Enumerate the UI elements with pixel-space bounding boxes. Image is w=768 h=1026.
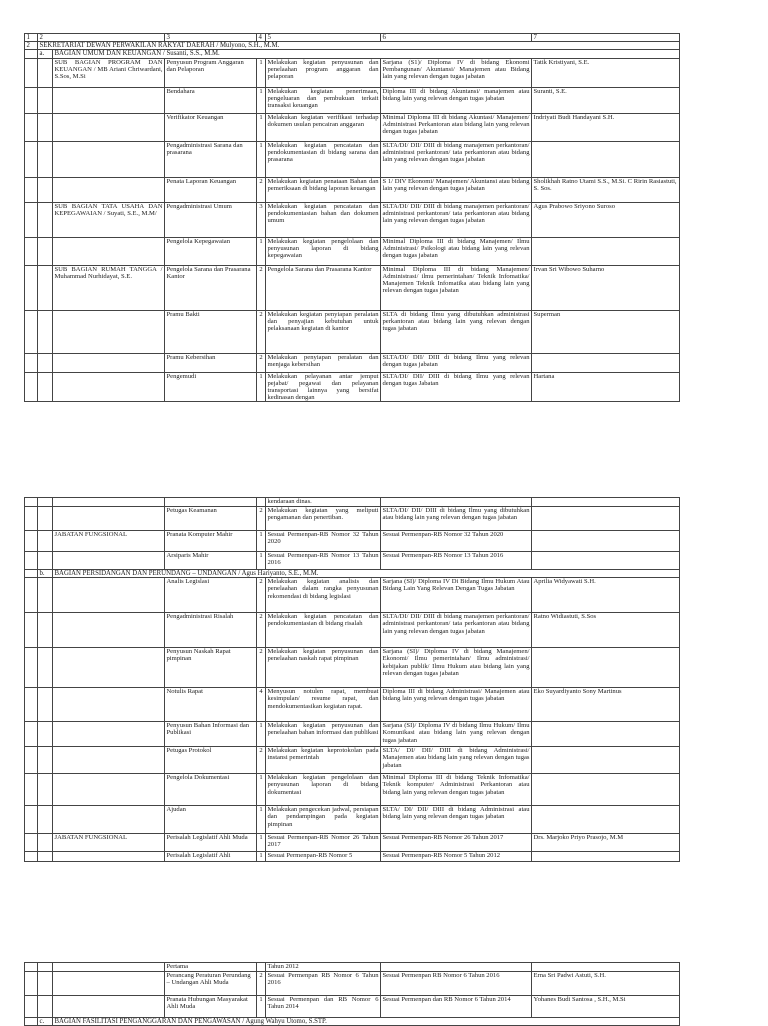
unit-cell	[53, 648, 165, 688]
kualifikasi-cell: SLTA/DI/ DII/ DIII di bidang Ilmu yang dibutuhkan atau bidang lain yang relevan dengan tugas jabatan	[381, 507, 532, 531]
empty-cell	[38, 972, 53, 996]
table-row	[25, 372, 680, 402]
empty-cell	[25, 570, 38, 578]
band2-rows-bottom	[25, 578, 680, 862]
nama-cell	[532, 963, 680, 972]
nama-cell	[532, 531, 680, 552]
table-row	[25, 648, 680, 688]
empty-cell	[25, 353, 38, 372]
unit-cell: SUB BAGIAN RUMAH TANGGA / Muhammad Nurhidayat, S.E.	[53, 265, 165, 310]
empty-cell	[38, 498, 53, 507]
kualifikasi-cell: SLTA/DI/ DII/ DIII di bidang Ilmu yang relevan dengan tugas Jabatan	[381, 372, 532, 402]
qty-cell: 2	[257, 265, 266, 310]
uraian-cell: Sesuai Permenpan-RB Nomor 26 Tahun 2017	[266, 834, 381, 852]
uraian-cell: Melakukan kegiatan analisis dan penelaahan dalam rangka penyusunan rekomendasi di bidang legislasi	[266, 578, 381, 613]
empty-cell	[38, 237, 53, 265]
qty-cell: 2	[257, 747, 266, 774]
nama-cell: Hartana	[532, 372, 680, 402]
kualifikasi-cell: Minimal Diploma III di bidang Teknik Infomatika/ Teknik komputer/ Administrasi Perkantoran atau bidang lain yang relevan dengan tugas jabatan	[381, 774, 532, 806]
qty-cell: 1	[257, 852, 266, 862]
subsection-number: b.	[38, 570, 53, 578]
unit-cell	[53, 963, 165, 972]
uraian-cell: Melakukan kegiatan penyusunan dan penelaahan program anggaran dan pelaporan	[266, 58, 381, 87]
empty-cell	[38, 113, 53, 141]
nama-cell: Eko Suyardiyanto Sony Martinus	[532, 688, 680, 722]
empty-cell	[25, 237, 38, 265]
table-2	[24, 497, 680, 862]
empty-cell	[25, 141, 38, 177]
subsection-row	[25, 1018, 680, 1026]
qty-cell: 4	[257, 688, 266, 722]
header-cell: 1	[25, 34, 38, 42]
jabatan-cell: Petugas Keamanan	[165, 507, 257, 531]
header-cell: 4	[257, 34, 266, 42]
jabatan-cell: Pranata Hubungan Masyarakat Ahli Muda	[165, 996, 257, 1018]
nama-cell: Superman	[532, 310, 680, 353]
table-band-1	[24, 33, 679, 402]
empty-cell	[25, 310, 38, 353]
kualifikasi-cell: Sesuai Permenpan-RB Nomor 13 Tahun 2016	[381, 552, 532, 570]
nama-cell: Suranti, S.E.	[532, 87, 680, 113]
qty-cell: 1	[257, 58, 266, 87]
table-row	[25, 237, 680, 265]
uraian-cell: Melakukan kegiatan penyusunan dan penelaahan bahan informasi dan publikasi	[266, 722, 381, 747]
empty-cell	[25, 648, 38, 688]
uraian-cell: Melakukan kegiatan penataan Bahan dan pemeriksaan di bidang laporan keuangan	[266, 177, 381, 202]
kualifikasi-cell: SLTA/DI/ DII/ DIII di bidang manajemen perkantoran/ administrasi perkantoran/ tata perkantoran atau bidang lain yang relevan dengan tugas jabatan	[381, 141, 532, 177]
table-row	[25, 852, 680, 862]
qty-cell: 2	[257, 507, 266, 531]
qty-cell: 1	[257, 531, 266, 552]
unit-cell: SUB BAGIAN TATA USAHA DAN KEPEGAWAIAN / Suyati, S.E., M.M/	[53, 202, 165, 237]
unit-cell	[53, 852, 165, 862]
kualifikasi-cell: SLTA/DI/ DII/ DIII di bidang Ilmu yang relevan dengan tugas jabatan	[381, 353, 532, 372]
qty-cell: 1	[257, 141, 266, 177]
uraian-cell: Melakukan penyiapan peralatan dan menjaga kebersihan	[266, 353, 381, 372]
jabatan-cell: Perisalah Legislatif Ahli	[165, 852, 257, 862]
table-row	[25, 578, 680, 613]
nama-cell	[532, 774, 680, 806]
jabatan-cell: Penyusun Bahan Informasi dan Publikasi	[165, 722, 257, 747]
band2-rows-top	[25, 498, 680, 570]
empty-cell	[38, 852, 53, 862]
uraian-cell: Melakukan kegiatan pencatatan dan pendokumentasian bahan dan dokumen umum	[266, 202, 381, 237]
jabatan-cell: Pertama	[165, 963, 257, 972]
qty-cell: 1	[257, 552, 266, 570]
nama-cell: Yohanes Budi Santosa , S.H., M.Si	[532, 996, 680, 1018]
empty-cell	[25, 552, 38, 570]
empty-cell	[38, 58, 53, 87]
table-row	[25, 688, 680, 722]
section-number: 2	[25, 42, 38, 50]
nama-cell	[532, 353, 680, 372]
nama-cell: Ratno Widiastuti, S.Sos	[532, 613, 680, 648]
uraian-cell: Melakukan kegiatan yang meliputi pengamanan dan penertiban.	[266, 507, 381, 531]
empty-cell	[25, 774, 38, 806]
table-row	[25, 996, 680, 1018]
empty-cell	[38, 353, 53, 372]
nama-cell: Sholikhah Ratno Utami S.S., M.Si. C Ririn Rasiastuti, S. Sos.	[532, 177, 680, 202]
kualifikasi-cell: Sarjana (SI)/ Diploma IV Di Bidang Ilmu Hukum Atau Bidang Lain Yang Relevan Dengan Tugas Jabatan	[381, 578, 532, 613]
qty-cell: 1	[257, 806, 266, 834]
nama-cell	[532, 806, 680, 834]
nama-cell: Erna Sri Padwi Astuti, S.H.	[532, 972, 680, 996]
kualifikasi-cell	[381, 498, 532, 507]
subsection-title: BAGIAN UMUM DAN KEUANGAN / Susanti, S.S., M.M.	[53, 50, 680, 58]
qty-cell: 1	[257, 237, 266, 265]
jabatan-cell: Notulis Rapat	[165, 688, 257, 722]
unit-cell	[53, 113, 165, 141]
qty-cell: 2	[257, 972, 266, 996]
header-cell: 3	[165, 34, 257, 42]
uraian-cell: Melakukan kegiatan penyiapan peralatan dan penyajian kebutuhan untuk pelaksanaan kegiatan di kantor	[266, 310, 381, 353]
nama-cell	[532, 747, 680, 774]
empty-cell	[25, 996, 38, 1018]
empty-cell	[25, 177, 38, 202]
jabatan-cell: Pengemudi	[165, 372, 257, 402]
empty-cell	[25, 507, 38, 531]
empty-cell	[38, 372, 53, 402]
empty-cell	[25, 578, 38, 613]
table-row	[25, 58, 680, 87]
unit-cell	[53, 806, 165, 834]
table-row	[25, 265, 680, 310]
unit-cell	[53, 747, 165, 774]
uraian-cell: Melakukan kegiatan pencatatan dan pendokumentasian di bidang sarana dan prasarana	[266, 141, 381, 177]
nama-cell	[532, 141, 680, 177]
table-row	[25, 806, 680, 834]
kualifikasi-cell: Minimal Diploma III di bidang Akuntasi/ Manajemen/ Administrasi Perkantoran atau bidang lain yang relevan dengan tugas jabatan	[381, 113, 532, 141]
empty-cell	[38, 531, 53, 552]
jabatan-cell: Pengelola Kepegawaian	[165, 237, 257, 265]
jabatan-cell: Pengelola Sarana dan Prasarana Kantor	[165, 265, 257, 310]
nama-cell	[532, 648, 680, 688]
table-row	[25, 963, 680, 972]
uraian-cell: Melakukan kegiatan pencatatan dan pendokumentasian di bidang risalah	[266, 613, 381, 648]
empty-cell	[38, 87, 53, 113]
uraian-cell: Melakukan pelayanan antar jemput pejabat/ pegawai dan pelayanan transportasi lainnya yang bersifat kedinasan dengan	[267, 372, 379, 402]
empty-cell	[38, 834, 53, 852]
unit-cell	[53, 87, 165, 113]
qty-cell: 2	[257, 310, 266, 353]
jabatan-cell: Pengadministrasi Risalah	[165, 613, 257, 648]
jabatan-cell: Penata Laporan Keuangan	[165, 177, 257, 202]
uraian-cell: Melakukan kegiatan penerimaan, pengeluaran dan pembukuan terkait transaksi keuangan	[266, 87, 381, 113]
unit-cell	[53, 972, 165, 996]
kualifikasi-cell: Sarjana (SI)/ Diploma IV di bidang Manajemen/ Ekonomi/ Ilmu pemerintahan/ Ilmu administrasi/ kebijakan publik/ Ilmu Hukum atau bidang lain yang relevan dengan tugas jabatan	[381, 648, 532, 688]
nama-cell: Irvan Sri Wibowo Suharno	[532, 265, 680, 310]
jabatan-cell: Arsiparis Mahir	[165, 552, 257, 570]
nama-cell	[532, 507, 680, 531]
table-1	[24, 33, 680, 402]
table-row	[25, 498, 680, 507]
subsection-number: a.	[38, 50, 53, 58]
table-row	[25, 507, 680, 531]
jabatan-cell: Petugas Protokol	[165, 747, 257, 774]
unit-cell	[53, 353, 165, 372]
band1-rows	[25, 58, 680, 402]
unit-cell	[53, 237, 165, 265]
jabatan-cell: Pengadministrasi Umum	[165, 202, 257, 237]
jabatan-cell: Pengelola Dokumentasi	[165, 774, 257, 806]
jabatan-cell: Penyusun Program Anggaran dan Pelaporan	[165, 58, 257, 87]
header-cell: 5	[266, 34, 381, 42]
jabatan-cell: Pengadministrasi Sarana dan prasarana	[165, 141, 257, 177]
empty-cell	[25, 58, 38, 87]
nama-cell: Indriyati Budi Handayani S.H.	[532, 113, 680, 141]
qty-cell	[257, 498, 266, 507]
kualifikasi-cell: Sarjana (SI)/ Diploma IV di bidang Ilmu Hukum/ Ilmu Komunikasi atau bidang lain yang relevan dengan tugas jabatan	[381, 722, 532, 747]
table-row	[25, 531, 680, 552]
kualifikasi-cell: Sarjana (S1)/ Diploma IV di bidang Ekonomi Pembangunan/ Akuntansi/ Manajemen atau Bidang lain yang relevan dengan tugas jabatan	[381, 58, 532, 87]
kualifikasi-cell: S 1/ DIV Ekonomi/ Manajemen/ Akuntansi atau bidang lain yang relevan dengan tugas jabatan	[381, 177, 532, 202]
nama-cell	[532, 498, 680, 507]
empty-cell	[38, 747, 53, 774]
unit-cell	[53, 552, 165, 570]
empty-cell	[38, 613, 53, 648]
qty-cell: 2	[257, 578, 266, 613]
kualifikasi-cell: Sesuai Permenpan-RB Nomor 5 Tahun 2012	[381, 852, 532, 862]
band3-rows	[25, 963, 680, 1018]
empty-cell	[38, 177, 53, 202]
kualifikasi-cell	[381, 963, 532, 972]
uraian-cell: Melakukan kegiatan pengelolaan dan penyusunan laporan di bidang dokumentasi	[266, 774, 381, 806]
empty-cell	[25, 87, 38, 113]
uraian-cell: kendaraan dinas.	[266, 498, 381, 507]
unit-cell	[53, 613, 165, 648]
empty-cell	[38, 996, 53, 1018]
qty-cell: 2	[257, 648, 266, 688]
empty-cell	[38, 722, 53, 747]
empty-cell	[38, 310, 53, 353]
empty-cell	[25, 1018, 38, 1026]
jabatan-cell: Verifikator Keuangan	[165, 113, 257, 141]
qty-cell: 2	[257, 613, 266, 648]
unit-cell	[53, 507, 165, 531]
unit-cell	[53, 578, 165, 613]
table-row	[25, 552, 680, 570]
table-row	[25, 310, 680, 353]
kualifikasi-cell: Sesuai Permenpan-RB Nomor 26 Tahun 2017	[381, 834, 532, 852]
unit-cell: JABATAN FUNGSIONAL	[53, 834, 165, 852]
uraian-cell: Sesuai Permenpan RB Nomor 6 Tahun 2016	[266, 972, 381, 996]
nama-cell: Drs. Marjoko Priyo Prasojo, M.M	[532, 834, 680, 852]
jabatan-cell: Bendahara	[165, 87, 257, 113]
empty-cell	[38, 806, 53, 834]
empty-cell	[25, 498, 38, 507]
kualifikasi-cell: Diploma III di bidang Administrasi/ Manajemen atau bidang lain yang relevan dengan tugas jabatan	[381, 688, 532, 722]
nama-cell: Aprilia Widyawati S.H.	[532, 578, 680, 613]
jabatan-cell: Ajudan	[165, 806, 257, 834]
header-cell: 6	[381, 34, 532, 42]
kualifikasi-cell: SLTA/ DI/ DII/ DIII di bidang Administrasi/ Manajemen atau bidang lain yang relevan dengan tugas jabatan	[381, 747, 532, 774]
unit-cell	[53, 722, 165, 747]
unit-cell	[53, 141, 165, 177]
empty-cell	[25, 852, 38, 862]
kualifikasi-cell: SLTA/DI/ DII/ DIII di bidang manajemen perkantoran/ administrasi perkantoran/ tata perkantoran atau bidang lain yang relevan dengan tugas jabatan	[381, 613, 532, 648]
unit-cell	[53, 996, 165, 1018]
empty-cell	[25, 113, 38, 141]
qty-cell: 2	[257, 353, 266, 372]
kualifikasi-cell: Minimal Diploma III di bidang Manajemen/ Administrasi/ ilmu pemerintahan/ Teknik Infomatika/ Manajemen Teknik Infomatika atau bidang lain yang relevan dengan tugas jabatan	[381, 265, 532, 310]
table-3	[24, 962, 680, 1026]
qty-cell: 1	[257, 834, 266, 852]
empty-cell	[25, 50, 38, 58]
empty-cell	[38, 507, 53, 531]
table-row	[25, 141, 680, 177]
unit-cell	[53, 310, 165, 353]
empty-cell	[38, 141, 53, 177]
unit-cell: JABATAN FUNGSIONAL	[53, 531, 165, 552]
kualifikasi-cell: Minimal Diploma III di bidang Manajemen/ Ilmu Administrasi/ Psikologi atau bidang lain yang relevan dengan tugas jabatan	[381, 237, 532, 265]
empty-cell	[25, 372, 38, 402]
qty-cell: 3	[257, 202, 266, 237]
table-band-2	[24, 497, 679, 862]
uraian-cell: Menyusun notulen rapat, membuat kesimpulan/ resume rapat, dan mendokumentasikan kegiatan rapat.	[266, 688, 381, 722]
uraian-cell: Melakukan kegiatan penyusunan dan penelaahan naskah rapat pimpinan	[266, 648, 381, 688]
empty-cell	[25, 722, 38, 747]
unit-cell	[53, 498, 165, 507]
qty-cell	[257, 963, 266, 972]
jabatan-cell: Perancang Peraturan Perundang – Undangan Ahli Muda	[165, 972, 257, 996]
kualifikasi-cell: SLTA di bidang Ilmu yang dibutuhkan administrasi perkantoran atau bidang lain yang relevan dengan tugas jabatan	[381, 310, 532, 353]
kualifikasi-cell: SLTA/ DI/ DII/ DIII di bidang Administrasi atau bidang lain yang relevan dengan tugas jabatan	[381, 806, 532, 834]
unit-cell	[53, 177, 165, 202]
uraian-cell: Melakukan kegiatan pengelolaan dan penyusunan laporan di bidang kepegawaian	[266, 237, 381, 265]
jabatan-cell: Pranata Komputer Mahir	[165, 531, 257, 552]
qty-cell: 1	[257, 722, 266, 747]
empty-cell	[38, 648, 53, 688]
empty-cell	[38, 202, 53, 237]
section-row	[25, 42, 680, 50]
kualifikasi-cell: Sesuai Permenpan-RB Nomor 32 Tahun 2020	[381, 531, 532, 552]
jabatan-cell: Analis Legislasi	[165, 578, 257, 613]
empty-cell	[38, 688, 53, 722]
empty-cell	[25, 972, 38, 996]
table-row	[25, 834, 680, 852]
jabatan-cell: Perisalah Legislatif Ahli Muda	[165, 834, 257, 852]
empty-cell	[25, 265, 38, 310]
subsection-title: BAGIAN FASILITASI PENGANGGARAN DAN PENGAWASAN / Agung Wahyu Utomo, S.STP.	[53, 1018, 680, 1026]
unit-cell: SUB BAGIAN PROGRAM DAN KEUANGAN / MB Ariani Chriwardani, S.Sos, M.Si	[53, 58, 165, 87]
table-row	[25, 202, 680, 237]
empty-cell	[25, 688, 38, 722]
table-row	[25, 722, 680, 747]
nama-cell: Tatik Kristiyani, S.E.	[532, 58, 680, 87]
jabatan-cell: Penyusun Naskah Rapat pimpinan	[165, 648, 257, 688]
empty-cell	[25, 531, 38, 552]
empty-cell	[38, 963, 53, 972]
subsection-row	[25, 570, 680, 578]
uraian-cell: Tahun 2012	[266, 963, 381, 972]
kualifikasi-cell: SLTA/DI/ DII/ DIII di bidang manajemen perkantoran/ administrasi perkantoran/ tata perkantoran atau bidang lain yang relevan dengan tugas jabatan	[381, 202, 532, 237]
nama-cell	[532, 722, 680, 747]
unit-cell	[53, 688, 165, 722]
table-band-3	[24, 962, 679, 1026]
table-row	[25, 972, 680, 996]
uraian-cell: Melakukan kegiatan verifikasi terhadap dokumen usulan pencairan anggaran	[266, 113, 381, 141]
nama-cell	[532, 852, 680, 862]
empty-cell	[25, 963, 38, 972]
kualifikasi-cell: Sesuai Permenpan dan RB Nomor 6 Tahun 2014	[381, 996, 532, 1018]
header-row	[25, 34, 680, 42]
subsection-row	[25, 50, 680, 58]
qty-cell: 1	[257, 87, 266, 113]
table-row	[25, 613, 680, 648]
table-row	[25, 113, 680, 141]
kualifikasi-cell: Diploma III di bidang Akuntansi/ manajemen atau bidang lain yang relevan dengan tugas jabatan	[381, 87, 532, 113]
table-row	[25, 177, 680, 202]
nama-cell: Agus Prabowo Sriyono Suroso	[532, 202, 680, 237]
empty-cell	[25, 747, 38, 774]
empty-cell	[25, 613, 38, 648]
qty-cell: 1	[257, 113, 266, 141]
table-row	[25, 353, 680, 372]
uraian-cell: Sesuai Permenpan-RB Nomor 5	[266, 852, 381, 862]
jabatan-cell: Pramu Bakti	[165, 310, 257, 353]
uraian-cell: Pengelola Sarana dan Prasarana Kantor	[266, 265, 381, 310]
empty-cell	[25, 202, 38, 237]
qty-cell: 1	[257, 774, 266, 806]
empty-cell	[38, 265, 53, 310]
unit-cell	[53, 372, 165, 402]
jabatan-cell: Pramu Kebersihan	[165, 353, 257, 372]
kualifikasi-cell: Sesuai Permenpan RB Nomor 6 Tahun 2016	[381, 972, 532, 996]
table-row	[25, 87, 680, 113]
header-cell: 2	[38, 34, 165, 42]
empty-cell	[38, 552, 53, 570]
subsection-number: c.	[38, 1018, 53, 1026]
nama-cell	[532, 237, 680, 265]
section-title: SEKRETARIAT DEWAN PERWAKILAN RAKYAT DAERAH / Mulyono, S.H., M.M.	[38, 42, 680, 50]
qty-cell: 1	[257, 996, 266, 1018]
uraian-cell: Sesuai Permenpan dan RB Nomor 6 Tahun 2014	[266, 996, 381, 1018]
header-cell: 7	[532, 34, 680, 42]
uraian-cell: Sesuai Permenpan-RB Nomor 32 Tahun 2020	[266, 531, 381, 552]
subsection-title: BAGIAN PERSIDANGAN DAN PERUNDANG – UNDANGAN / Agus Hariyanto, S.E., M.M.	[53, 570, 680, 578]
jabatan-cell	[165, 498, 257, 507]
table-row	[25, 747, 680, 774]
empty-cell	[25, 834, 38, 852]
empty-cell	[25, 806, 38, 834]
unit-cell	[53, 774, 165, 806]
table-row	[25, 774, 680, 806]
uraian-cell: Melakukan pengecekan jadwal, persiapan dan pendampingan pada kegiatan pimpinan	[266, 806, 381, 834]
qty-cell: 1	[257, 372, 266, 402]
empty-cell	[38, 774, 53, 806]
uraian-cell: Sesuai Permenpan-RB Nomor 13 Tahun 2016	[266, 552, 381, 570]
qty-cell: 2	[257, 177, 266, 202]
uraian-cell: Melakukan kegiatan keprotokolan pada instansi pemerintah	[266, 747, 381, 774]
empty-cell	[38, 578, 53, 613]
nama-cell	[532, 552, 680, 570]
